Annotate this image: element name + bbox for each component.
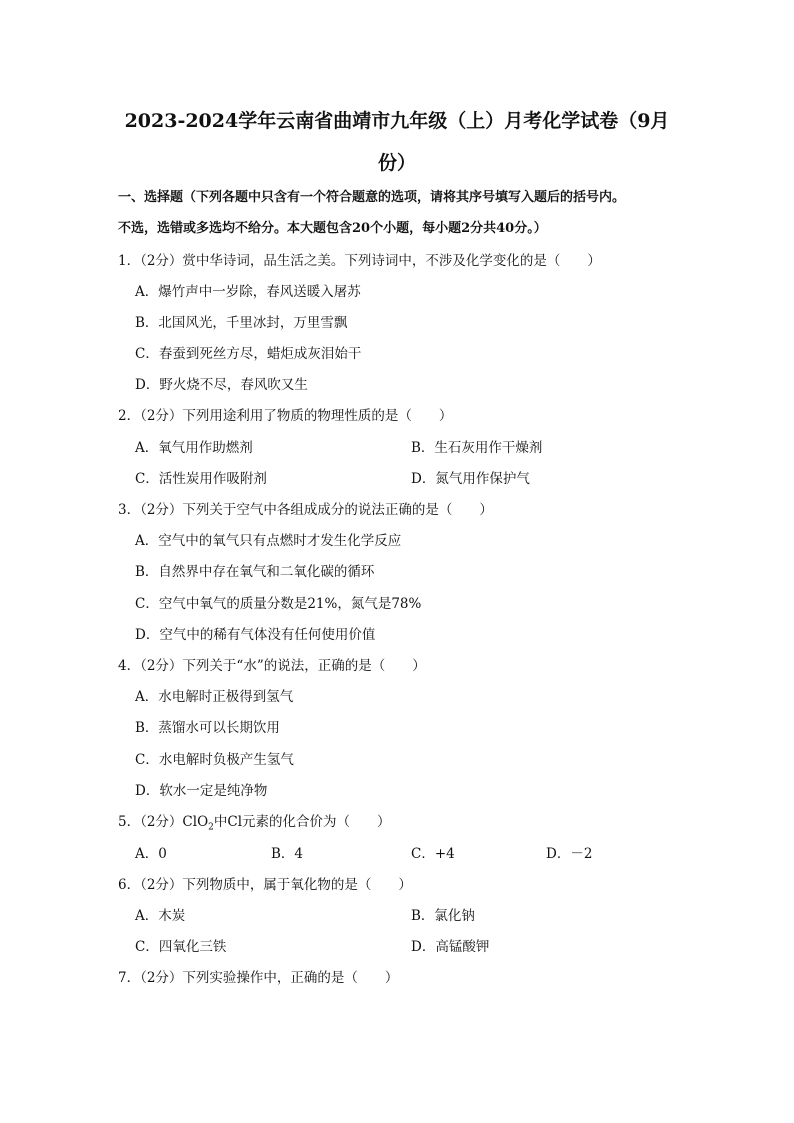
question-4: 4．（2分）下列关于“水”的说法，正确的是（ ）	[118, 658, 426, 674]
question-2-option-c: C．活性炭用作吸附剂	[135, 471, 267, 487]
question-5-suffix: 中Cl元素的化合价为（ ）	[213, 814, 391, 830]
question-5-option-d: D．－2	[546, 846, 593, 862]
question-3-option-c: C．空气中氧气的质量分数是21%，氮气是78%	[135, 596, 422, 612]
question-1-option-d: D．野火烧不尽，春风吹又生	[135, 377, 308, 393]
title-line-2: 份）	[377, 152, 416, 174]
question-4-option-b: B．蒸馏水可以长期饮用	[135, 720, 280, 736]
question-6-option-b: B．氯化钠	[411, 908, 475, 924]
question-6-option-c: C．四氧化三铁	[135, 939, 227, 955]
question-4-option-a: A．水电解时正极得到氢气	[135, 689, 294, 705]
question-6-option-d: D．高锰酸钾	[411, 939, 490, 955]
section-heading-line-2: 不选，选错或多选均不给分。本大题包含20个小题，每小题2分共40分。）	[118, 221, 547, 236]
question-3: 3．（2分）下列关于空气中各组成成分的说法正确的是（ ）	[118, 502, 493, 518]
question-5-option-a: A．0	[135, 846, 167, 862]
question-2: 2．（2分）下列用途利用了物质的物理性质的是（ ）	[118, 408, 453, 424]
question-4-option-c: C．水电解时负极产生氢气	[135, 752, 294, 768]
question-1-option-b: B．北国风光，千里冰封，万里雪飘	[135, 315, 348, 331]
question-1: 1．（2分）赏中华诗词，品生活之美。下列诗词中，不涉及化学变化的是（ ）	[118, 253, 601, 269]
question-6: 6．（2分）下列物质中，属于氧化物的是（ ）	[118, 877, 412, 893]
question-1-option-a: A．爆竹声中一岁除，春风送暖入屠苏	[135, 284, 361, 300]
question-2-option-d: D．氮气用作保护气	[411, 471, 530, 487]
question-5-option-b: B．4	[271, 846, 304, 862]
question-4-option-d: D．软水一定是纯净物	[135, 783, 268, 799]
title-line-1: 2023-2024学年云南省曲靖市九年级（上）月考化学试卷（9月	[124, 110, 670, 132]
question-5-prefix: 5．（2分）ClO	[118, 814, 209, 830]
question-5-subscript: 2	[208, 822, 214, 833]
question-2-option-a: A．氧气用作助燃剂	[135, 440, 253, 456]
question-3-option-d: D．空气中的稀有气体没有任何使用价值	[135, 627, 376, 643]
section-heading-line-1: 一、选择题（下列各题中只含有一个符合题意的选项，请将其序号填写入题后的括号内。	[118, 190, 626, 205]
question-6-option-a: A．木炭	[135, 908, 186, 924]
question-1-option-c: C．春蚕到死丝方尽，蜡炬成灰泪始干	[135, 346, 362, 362]
question-3-option-a: A．空气中的氧气只有点燃时才发生化学反应	[135, 533, 402, 549]
question-7: 7．（2分）下列实验操作中，正确的是（ ）	[118, 970, 399, 986]
question-5	[118, 810, 391, 833]
question-5-option-c: C．+4	[411, 846, 455, 862]
question-3-option-b: B．自然界中存在氧气和二氧化碳的循环	[135, 564, 375, 580]
question-2-option-b: B．生石灰用作干燥剂	[411, 440, 543, 456]
